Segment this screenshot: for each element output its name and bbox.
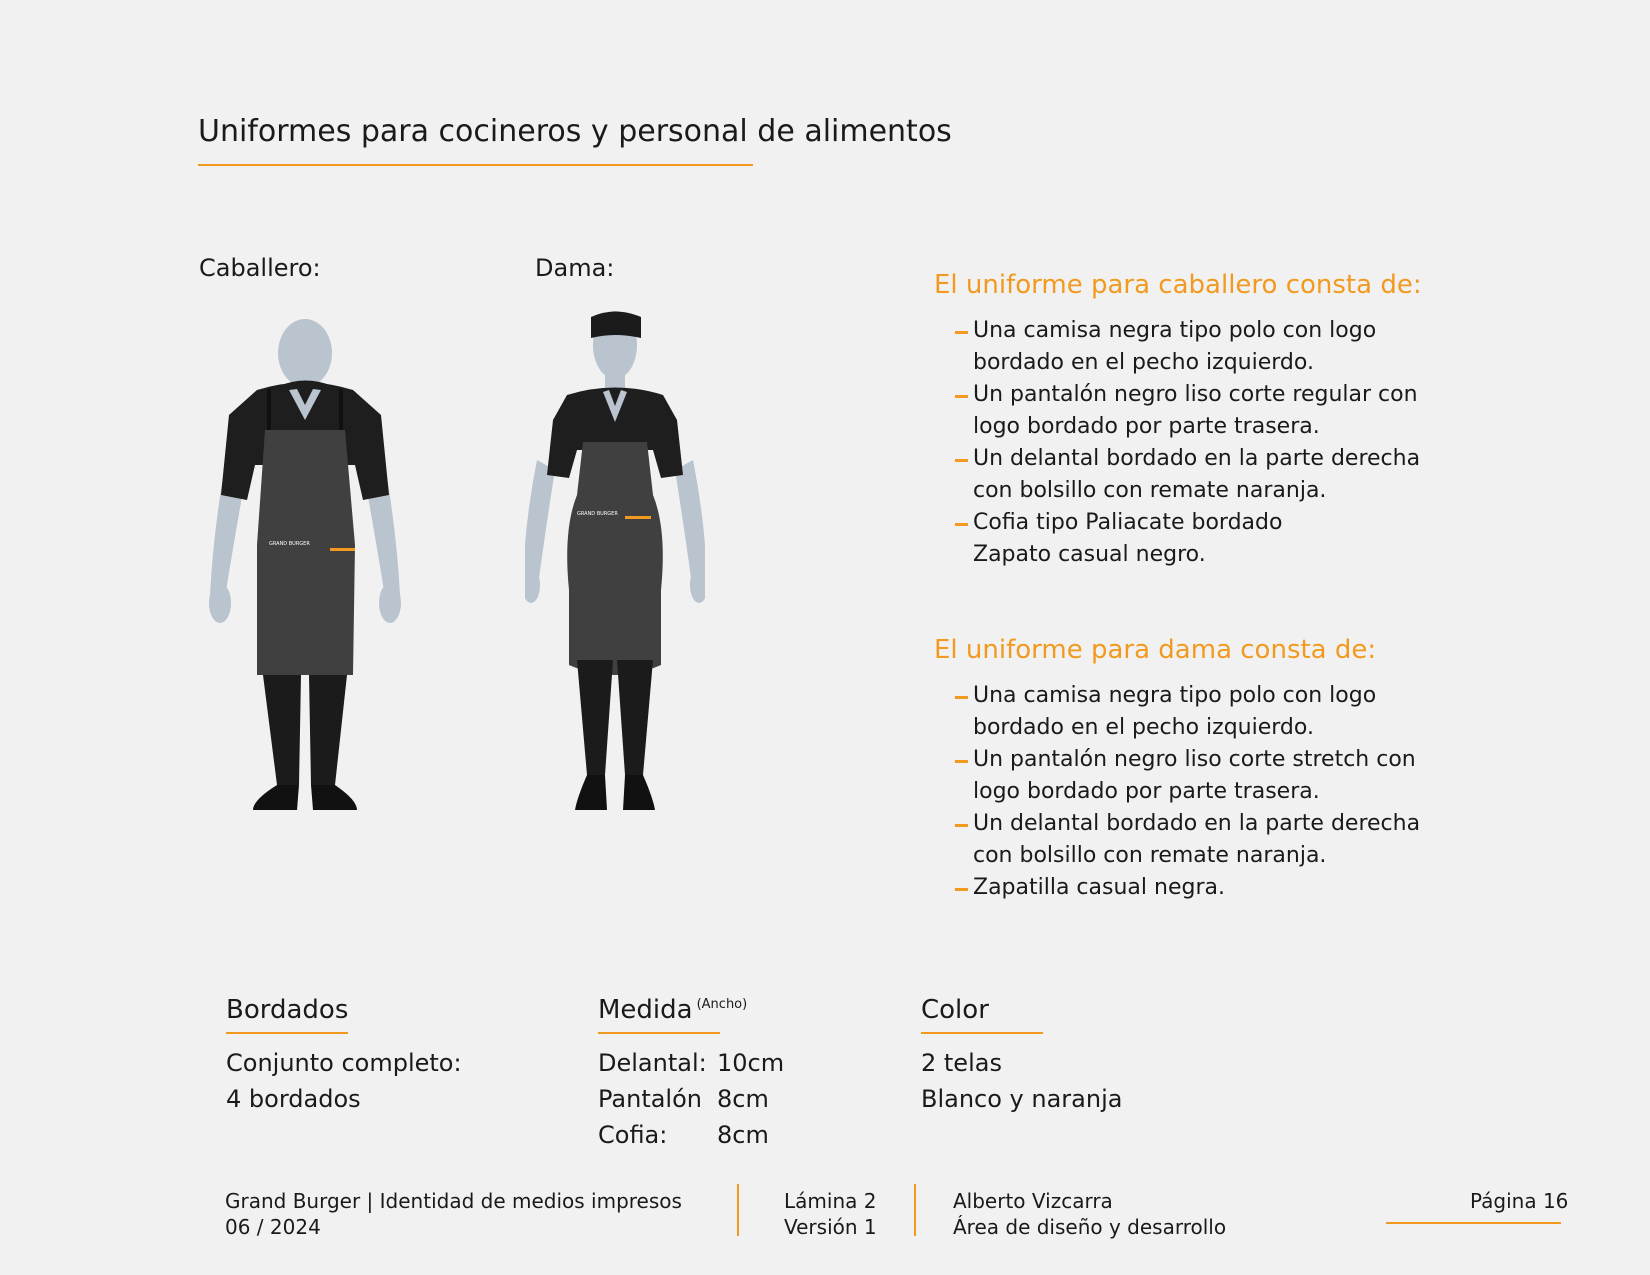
bordados-line: Conjunto completo: [226,1049,462,1077]
list-item-text: Una camisa negra tipo polo con logo bordado en el pecho izquierdo. [973,318,1377,375]
color-body [921,1045,1122,1117]
dash-bullet [955,824,968,827]
dash-bullet [955,523,968,526]
list-item [955,808,1425,872]
page-number: Página 16 [1470,1189,1569,1213]
list-item-text: Un pantalón negro liso corte stretch con logo bordado por parte trasera. [973,747,1416,804]
caballero-item-list [955,315,1425,571]
shoe-left [575,775,607,810]
dama-pants-left [577,660,613,775]
dash-bullet [955,459,968,462]
cofia [591,312,641,339]
caballero-list-heading: El uniforme para caballero consta de: [934,270,1422,300]
bordados-underline [226,1032,348,1034]
color-underline [921,1032,1043,1034]
list-item [955,507,1425,539]
list-item [955,680,1425,744]
bordados-line: 4 bordados [226,1085,361,1113]
caballero-pants-left [263,675,301,785]
footer-publication [225,1188,682,1240]
page-number-underline [1386,1222,1561,1224]
medida-value: 8cm [717,1121,769,1149]
medida-value: 8cm [717,1085,769,1113]
footer-author [953,1188,1226,1240]
medida-label: Delantal: [598,1049,707,1077]
color-heading: Color [921,995,989,1025]
medida-label: Cofia: [598,1121,668,1149]
list-item [955,379,1425,443]
apron-logo: GRAND BURGER [269,541,310,547]
medida-value: 10cm [717,1049,785,1077]
medida-row [598,1117,784,1153]
dash-bullet [955,331,968,334]
list-item-text: Un delantal bordado en la parte derecha con bolsillo con remate naranja. [973,811,1421,868]
dama-item-list [955,680,1425,904]
apron-logo: GRAND BURGER [577,511,618,517]
dama-list-heading: El uniforme para dama consta de: [934,635,1377,665]
footer-sheet: Lámina 2 [784,1189,877,1213]
apron-pocket-trim [330,548,355,551]
shoe-right [311,785,357,810]
list-item [955,744,1425,808]
dash-bullet [955,888,968,891]
footer-separator [914,1184,916,1236]
footer-separator [737,1184,739,1236]
caballero-pants-right [309,675,347,785]
list-item [955,872,1425,904]
title-underline [198,164,753,166]
medida-underline [598,1032,720,1034]
apron-pocket-trim [625,516,651,519]
list-item-text: Un delantal bordado en la parte derecha con bolsillo con remate naranja. [973,446,1421,503]
footer-date: 06 / 2024 [225,1215,321,1239]
medida-heading [598,995,747,1025]
dash-bullet [955,395,968,398]
caballero-label: Caballero: [199,254,321,282]
footer-author-name: Alberto Vizcarra [953,1189,1113,1213]
medida-row [598,1045,784,1081]
dama-uniform-illustration [525,310,705,845]
medida-table [598,1045,784,1153]
shoe-right [623,775,655,810]
color-line: 2 telas [921,1049,1002,1077]
list-item-text: Una camisa negra tipo polo con logo bordado en el pecho izquierdo. [973,683,1377,740]
list-item [955,315,1425,379]
list-item [955,443,1425,507]
list-item-text: Zapato casual negro. [973,542,1206,567]
list-item [955,539,1425,571]
caballero-apron [257,430,355,675]
medida-row [598,1081,784,1117]
dama-apron [567,442,663,675]
footer-version: Versión 1 [784,1215,877,1239]
medida-label: Pantalón [598,1085,702,1113]
dama-label: Dama: [535,254,615,282]
bordados-heading: Bordados [226,995,349,1025]
footer-department: Área de diseño y desarrollo [953,1215,1227,1239]
bordados-body [226,1045,462,1117]
dama-pants-right [617,660,653,775]
list-item-text: Zapatilla casual negra. [973,875,1225,900]
page-title: Uniformes para cocineros y personal de alimentos [198,114,952,149]
medida-heading-text: Medida [598,995,693,1025]
list-item-text: Cofia tipo Paliacate bordado [973,510,1283,535]
footer-sheet-info [784,1188,877,1240]
color-line: Blanco y naranja [921,1085,1123,1113]
shoe-left [253,785,299,810]
list-item-text: Un pantalón negro liso corte regular con logo bordado por parte trasera. [973,382,1418,439]
footer-publication-title: Grand Burger | Identidad de medios impresos [225,1189,682,1213]
dash-bullet [955,696,968,699]
dash-bullet [955,760,968,763]
caballero-uniform-illustration [205,305,405,845]
medida-note: (Ancho) [696,997,748,1013]
